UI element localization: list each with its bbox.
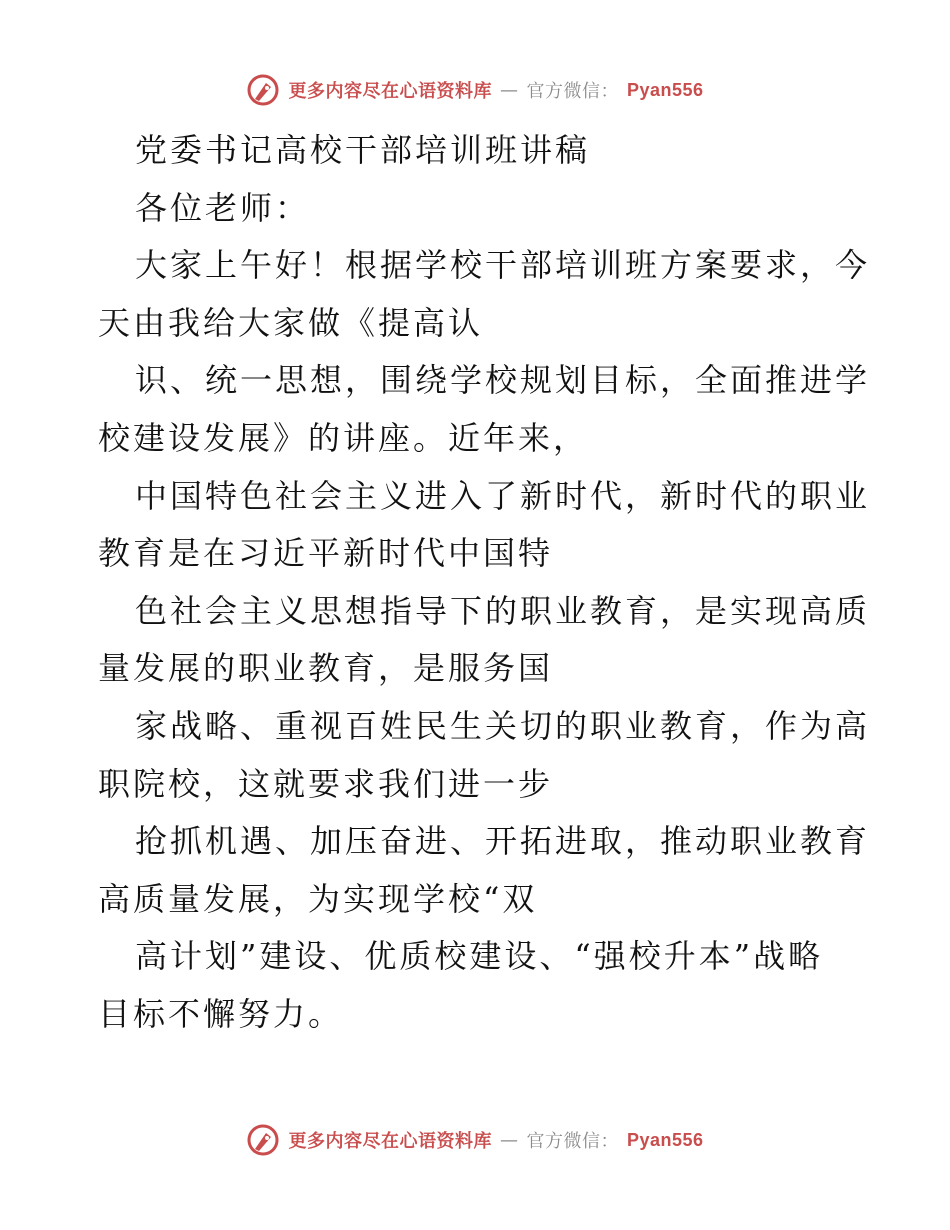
paragraph-line: 高计划”建设、优质校建设、“强校升本”战略 — [135, 937, 824, 976]
paragraph-line: 中国特色社会主义进入了新时代，新时代的职业 — [135, 476, 871, 515]
banner-separator: — — [499, 1129, 519, 1151]
banner-wechat-label: 官方微信： — [526, 81, 619, 102]
paragraph-line: 识、统一思想，围绕学校规划目标，全面推进学 — [135, 361, 871, 400]
document-title: 党委书记高校干部培训班讲稿 — [135, 131, 591, 169]
paragraph-line: 校建设发展》的讲座。近年来， — [98, 418, 589, 457]
paragraph-line: 职院校，这就要求我们进一步 — [98, 764, 554, 803]
document-body — [98, 122, 871, 1044]
banner-main-text: 更多内容尽在心语资料库 — [288, 81, 492, 102]
paragraph-line: 抢抓机遇、加压奋进、开拓进取，推动职业教育 — [135, 822, 871, 861]
paragraph-line: 教育是在习近平新时代中国特 — [98, 534, 554, 573]
banner-wechat-id: Pyan556 — [626, 1129, 704, 1150]
salutation: 各位老师： — [135, 188, 311, 227]
paragraph-line: 大家上午好！根据学校干部培训班方案要求，今 — [135, 246, 871, 285]
paragraph-line: 色社会主义思想指导下的职业教育，是实现高质 — [135, 591, 871, 630]
paragraph-line: 目标不懈努力。 — [98, 994, 344, 1033]
banner-wechat-label: 官方微信： — [526, 1131, 619, 1152]
banner-separator: — — [499, 79, 519, 101]
footer-watermark-banner — [0, 1120, 950, 1160]
paragraph-line: 量发展的职业教育，是服务国 — [98, 649, 554, 688]
header-watermark-banner — [0, 70, 950, 110]
banner-main-text: 更多内容尽在心语资料库 — [288, 1131, 492, 1152]
paragraph-line: 高质量发展，为实现学校“双 — [98, 879, 538, 918]
pen-nib-logo-icon — [246, 73, 280, 107]
banner-wechat-id: Pyan556 — [626, 79, 704, 100]
pen-nib-logo-icon — [246, 1123, 280, 1157]
paragraph-line: 天由我给大家做《提高认 — [98, 303, 484, 342]
paragraph-line: 家战略、重视百姓民生关切的职业教育，作为高 — [135, 706, 871, 745]
